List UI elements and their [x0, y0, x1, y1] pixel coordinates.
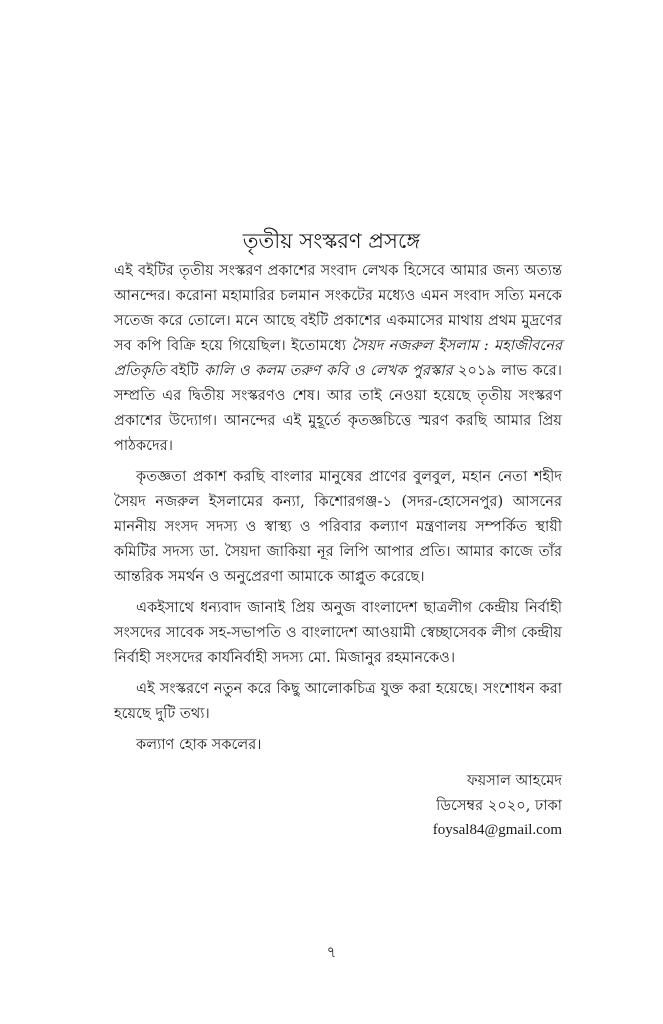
paragraph-1-text-c: বইটি [165, 362, 204, 379]
paragraph-1-text-a: এই বইটির তৃতীয় সংস্করণ প্রকাশের সংবাদ লেখক হিসেবে আমার জন্য অত্যন্ত আনন্দের। করোনা মহামারির চলমান সংকটের মধ্যেও এমন সংবাদ সত্যি মনকে সতেজ করে তোলে। মনে আছে বইটি প্রকাশের একমাসের মাথায় প্রথম মুদ্রণের সব কপি বিক্রি হয়ে গিয়েছিল। ইতোমধ্যে [114, 262, 562, 354]
preface-body [114, 258, 562, 763]
page-title: তৃতীয় সংস্করণ প্রসঙ্গে [242, 229, 421, 253]
signature-block [262, 768, 562, 843]
paragraph-1 [114, 258, 562, 458]
date-place: ডিসেম্বর ২০২০, ঢাকা [436, 797, 562, 814]
paragraph-5: কল্যাণ হোক সকলের। [136, 736, 262, 753]
paragraph-3: একইসাথে ধন্যবাদ জানাই প্রিয় অনুজ বাংলাদেশ ছাত্রলীগ কেন্দ্রীয় নির্বাহী সংসদের সাবেক সহ-সভাপতি ও বাংলাদেশ আওয়ামী স্বেচ্ছাসেবক লীগ কেন্দ্রীয় নির্বাহী সংসদের কার্যনির্বাহী সদস্য মো. মিজানুর রহমানকেও। [114, 599, 562, 666]
paragraph-2: কৃতজ্ঞতা প্রকাশ করছি বাংলার মানুষের প্রাণের বুলবুল, মহান নেতা শহীদ সৈয়দ নজরুল ইসলামের কন্যা, কিশোরগঞ্জ-১ (সদর-হোসেনপুর) আসনের মাননীয় সংসদ সদস্য ও স্বাস্থ্য ও পরিবার কল্যাণ মন্ত্রণালয় সম্পর্কিত স্থায়ী কমিটির সদস্য ডা. সৈয়দা জাকিয়া নূর লিপি আপার প্রতি। আমার কাজে তাঁর আন্তরিক সমর্থন ও অনুপ্রেরণা আমাকে আপ্লুত করেছে। [114, 468, 562, 585]
page-number: ৭ [326, 943, 337, 961]
paragraph-1-text-e: ২০১৯ লাভ করে। সম্প্রতি এর দ্বিতীয় সংস্করণও শেষ। আর তাই নেওয়া হয়েছে তৃতীয় সংস্করণ প্রকাশের উদ্যোগ। আনন্দের এই মুহূর্তে কৃতজ্ঞচিত্তে স্মরণ করছি আমার প্রিয় পাঠকদের। [114, 362, 562, 454]
paragraph-4: এই সংস্করণে নতুন করে কিছু আলোকচিত্র যুক্ত করা হয়েছে। সংশোধন করা হয়েছে দুটি তথ্য। [114, 680, 562, 722]
award-name-italic: কালি ও কলম তরুণ কবি ও লেখক পুরস্কার [203, 362, 453, 379]
book-title-italic: সৈয়দ নজরুল ইসলাম : মহাজীবনের প্রতিকৃতি [114, 337, 562, 379]
author-name: ফয়সাল আহমেদ [467, 772, 562, 789]
author-email: foysal84@gmail.com [432, 822, 562, 838]
